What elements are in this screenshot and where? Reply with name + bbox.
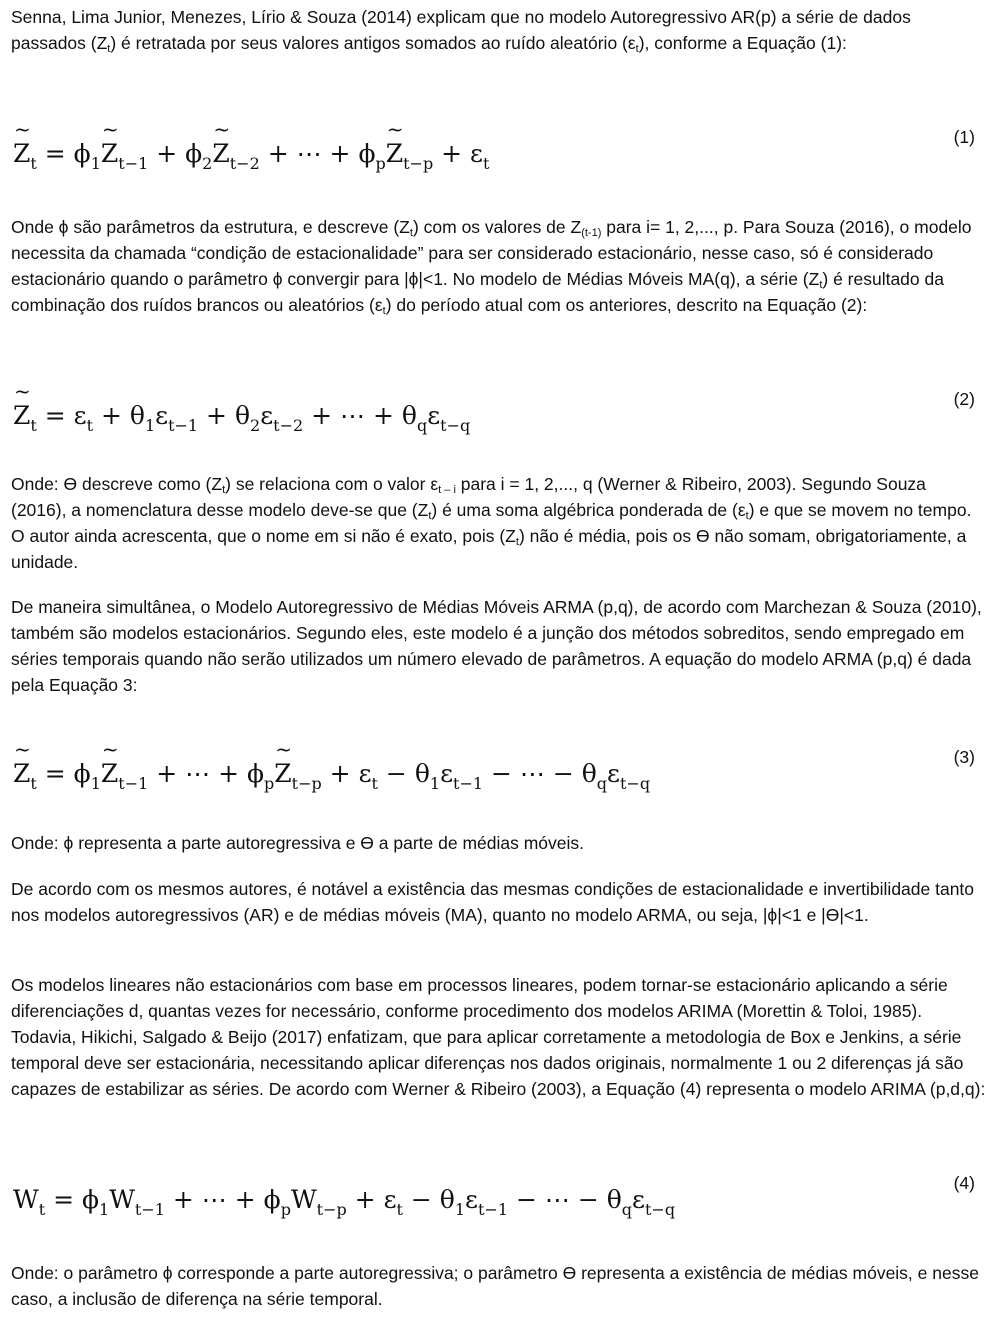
subscript: t bbox=[819, 279, 823, 291]
sub: t−1 bbox=[168, 416, 199, 435]
sub: t−2 bbox=[229, 154, 260, 173]
epsilon-symbol: ε bbox=[440, 759, 454, 788]
sub: 2 bbox=[250, 416, 261, 435]
sub: 1 bbox=[454, 1200, 466, 1219]
equation-2-formula bbox=[13, 396, 470, 436]
sub: t bbox=[38, 1200, 46, 1219]
z-symbol: ~ Z bbox=[212, 134, 229, 174]
theta-symbol: θ bbox=[234, 401, 251, 430]
theta-symbol: θ bbox=[581, 759, 597, 788]
op: ⋯ bbox=[544, 1185, 578, 1214]
epsilon-symbol: ε bbox=[427, 401, 441, 430]
op: + bbox=[259, 139, 297, 168]
z-symbol: ~ Z bbox=[386, 134, 403, 174]
op: − bbox=[483, 759, 520, 788]
z-symbol: ~ Z bbox=[101, 754, 118, 794]
z-symbol: ~ Z bbox=[13, 134, 30, 174]
text: ) é resultado da combinação dos ruídos brancos ou aleatórios (ε bbox=[11, 269, 944, 315]
text: Senna, Lima Junior, Menezes, Lírio & Souza (2014) explicam que no modelo Autoregressivo AR(p) a série de dados passados (Z bbox=[11, 7, 911, 53]
equation-1 bbox=[13, 127, 975, 174]
op: ⋯ bbox=[519, 759, 553, 788]
sub: 1 bbox=[429, 774, 441, 793]
equation-4-formula bbox=[13, 1180, 675, 1220]
sub: t−p bbox=[403, 154, 434, 173]
text: ) e que se movem no tempo. O autor ainda acrescenta, que o nome em si não é exato, pois (Z bbox=[11, 500, 972, 546]
equation-number: (4) bbox=[953, 1173, 975, 1193]
op: + bbox=[234, 1185, 264, 1214]
sub: 1 bbox=[90, 774, 101, 793]
subscript: t – i bbox=[438, 484, 456, 496]
sub: q bbox=[596, 774, 608, 793]
epsilon-symbol: ε bbox=[358, 759, 372, 788]
op: + bbox=[198, 401, 235, 430]
phi-symbol: ϕ bbox=[73, 759, 91, 788]
subscript: t bbox=[745, 510, 749, 522]
phi-symbol: ϕ bbox=[263, 1185, 281, 1214]
subscript: t bbox=[428, 510, 432, 522]
text: ) com os valores de Z bbox=[412, 217, 582, 237]
op: + bbox=[218, 759, 247, 788]
sub: t−1 bbox=[118, 154, 149, 173]
sub: q bbox=[416, 416, 428, 435]
sub: t bbox=[483, 154, 490, 173]
phi-symbol: ϕ bbox=[246, 759, 265, 788]
theta-symbol: θ bbox=[439, 1185, 455, 1214]
epsilon-symbol: ε bbox=[470, 139, 483, 168]
op: + bbox=[433, 139, 471, 168]
phi-symbol: ϕ bbox=[358, 139, 376, 168]
sub: t bbox=[371, 774, 378, 793]
paragraph-ar-intro bbox=[11, 4, 986, 56]
op: − bbox=[377, 759, 415, 788]
z-symbol: ~ Z bbox=[101, 134, 118, 174]
paragraph-ar-description bbox=[11, 214, 986, 318]
equation-2 bbox=[13, 389, 975, 436]
text: para i= 1, 2,..., p. Para Souza (2016), o modelo necessita da chamada “condição de estacionalidade” para ser considerado estacionário, nesse caso, só é considerado estacionário quando o parâmetro ϕ convergir para |ϕ|<1. No modelo de Médias Móveis MA(q), a série (Z bbox=[11, 217, 972, 289]
op: ⋯ bbox=[201, 1185, 235, 1214]
epsilon-symbol: ε bbox=[465, 1185, 478, 1214]
op: = bbox=[36, 759, 74, 788]
op: = bbox=[36, 139, 74, 168]
subscript: t bbox=[222, 484, 226, 496]
text: Onde: Ɵ descreve como (Z bbox=[11, 474, 223, 494]
equation-number: (2) bbox=[953, 389, 975, 409]
z-symbol: ~ Z bbox=[274, 754, 291, 794]
sub: t−1 bbox=[478, 1200, 509, 1219]
op: + bbox=[148, 759, 186, 788]
w-symbol: W bbox=[290, 1185, 317, 1214]
op: + bbox=[321, 759, 359, 788]
paragraph-ma-description bbox=[11, 471, 986, 575]
sub: t−1 bbox=[134, 1200, 165, 1219]
sub: t bbox=[30, 774, 37, 793]
sub: t−p bbox=[291, 774, 322, 793]
op: + bbox=[372, 401, 402, 430]
theta-symbol: θ bbox=[606, 1185, 622, 1214]
phi-symbol: ϕ bbox=[185, 139, 203, 168]
sub: t bbox=[30, 154, 37, 173]
op: − bbox=[508, 1185, 545, 1214]
subscript: t bbox=[635, 43, 639, 55]
sub: t bbox=[30, 416, 37, 435]
sub: p bbox=[280, 1200, 291, 1219]
sub: t−q bbox=[620, 774, 651, 793]
theta-symbol: θ bbox=[414, 759, 430, 788]
op: ⋯ bbox=[185, 759, 219, 788]
paragraph-arima-description: Onde: o parâmetro ϕ corresponde a parte autoregressiva; o parâmetro Ɵ representa a existência de médias móveis, e nesse caso, a inclusão de diferença na série temporal. bbox=[11, 1263, 979, 1309]
op: + bbox=[346, 1185, 384, 1214]
text: ) se relaciona com o valor ε bbox=[225, 474, 439, 494]
paragraph-arma-intro: De maneira simultânea, o Modelo Autoregressivo de Médias Móveis ARMA (p,q), de acordo com Marchezan & Souza (2010), também são modelos estacionários. Segundo eles, este modelo é a junção dos métodos sobreditos, sendo empregado em séries temporais quando não serão utilizados um número elevado de parâmetros. A equação do modelo ARMA (p,q) é dada pela Equação 3: bbox=[11, 597, 982, 695]
text: ) é retratada por seus valores antigos somados ao ruído aleatório (ε bbox=[110, 33, 636, 53]
equation-number: (1) bbox=[953, 127, 975, 147]
op: + bbox=[148, 139, 186, 168]
sub: t bbox=[86, 416, 94, 435]
subscript: t bbox=[409, 227, 413, 239]
sub: t−p bbox=[316, 1200, 347, 1219]
text: ) do período atual com os anteriores, descrito na Equação (2): bbox=[385, 295, 868, 315]
op: + bbox=[93, 401, 130, 430]
w-symbol: W bbox=[13, 1185, 39, 1214]
sub: t−q bbox=[644, 1200, 676, 1219]
op: + bbox=[303, 401, 341, 430]
subscript: t bbox=[515, 536, 519, 548]
epsilon-symbol: ε bbox=[260, 401, 274, 430]
sub: 1 bbox=[144, 416, 156, 435]
sub: 2 bbox=[202, 154, 213, 173]
paragraph-arma-description: Onde: ϕ representa a parte autoregressiva e Ɵ a parte de médias móveis. bbox=[11, 833, 585, 853]
sub: q bbox=[621, 1200, 633, 1219]
sub: t−1 bbox=[118, 774, 149, 793]
op: + bbox=[329, 139, 359, 168]
sub: p bbox=[375, 154, 386, 173]
sub: 1 bbox=[99, 1200, 110, 1219]
op: ⋯ bbox=[340, 401, 373, 430]
phi-symbol: ϕ bbox=[73, 139, 91, 168]
z-symbol: ~ Z bbox=[13, 754, 30, 794]
sub: t−1 bbox=[453, 774, 484, 793]
op: + bbox=[164, 1185, 202, 1214]
epsilon-symbol: ε bbox=[383, 1185, 397, 1214]
paragraph-stationarity: De acordo com os mesmos autores, é notável a existência das mesmas condições de estacionalidade e invertibilidade tanto nos modelos autoregressivos (AR) e de médias móveis (MA), quanto no modelo ARMA, ou seja, |ϕ|<1 e |Ɵ|<1. bbox=[11, 879, 975, 925]
equation-number: (3) bbox=[953, 747, 975, 767]
sub: t−2 bbox=[273, 416, 304, 435]
epsilon-symbol: ε bbox=[632, 1185, 645, 1214]
text: ) não é média, pois os Ɵ não somam, obrigatoriamente, a unidade. bbox=[11, 526, 967, 572]
epsilon-symbol: ε bbox=[155, 401, 169, 430]
op: = bbox=[45, 1185, 82, 1214]
z-symbol: ~ Z bbox=[13, 396, 30, 436]
text: ) é uma soma algébrica ponderada de (ε bbox=[431, 500, 746, 520]
w-symbol: W bbox=[109, 1185, 135, 1214]
sub: p bbox=[264, 774, 275, 793]
phi-symbol: ϕ bbox=[81, 1185, 100, 1214]
equation-1-formula bbox=[13, 134, 489, 174]
paragraph-arima-intro: Os modelos lineares não estacionários com base em processos lineares, podem tornar-se estacionário aplicando a série diferenciações d, quantas vezes for necessário, conforme procedimento dos modelos ARIMA (Morettin & Toloi, 1985). Todavia, Hikichi, Salgado & Beijo (2017) enfatizam, que para aplicar corretamente a metodologia de Box e Jenkins, a série temporal deve ser estacionária, necessitando aplicar diferenças nos dados originais, normalmente 1 ou 2 diferenças já são capazes de estabilizar as séries. De acordo com Werner & Ribeiro (2003), a Equação (4) representa o modelo ARIMA (p,d,q): bbox=[11, 975, 986, 1099]
op: = bbox=[36, 401, 74, 430]
epsilon-symbol: ε bbox=[607, 759, 620, 788]
text: ), conforme a Equação (1): bbox=[638, 33, 847, 53]
subscript: (t-1) bbox=[581, 227, 602, 239]
sub: 1 bbox=[90, 154, 101, 173]
equation-4 bbox=[13, 1173, 975, 1220]
theta-symbol: θ bbox=[129, 401, 145, 430]
op: − bbox=[577, 1185, 607, 1214]
subscript: t bbox=[382, 305, 386, 317]
equation-3-formula bbox=[13, 754, 650, 794]
epsilon-symbol: ε bbox=[73, 401, 87, 430]
op: − bbox=[402, 1185, 440, 1214]
op: − bbox=[552, 759, 582, 788]
subscript: t bbox=[107, 43, 111, 55]
text: para i = 1, 2,..., q (Werner & Ribeiro, 2003). Segundo Souza (2016), a nomenclatura desse modelo deve-se que (Z bbox=[11, 474, 926, 520]
text: Onde ϕ são parâmetros da estrutura, e descreve (Z bbox=[11, 217, 410, 237]
sub: t−q bbox=[440, 416, 471, 435]
sub: t bbox=[396, 1200, 403, 1219]
equation-3 bbox=[13, 747, 975, 794]
op: ⋯ bbox=[296, 139, 330, 168]
theta-symbol: θ bbox=[401, 401, 417, 430]
